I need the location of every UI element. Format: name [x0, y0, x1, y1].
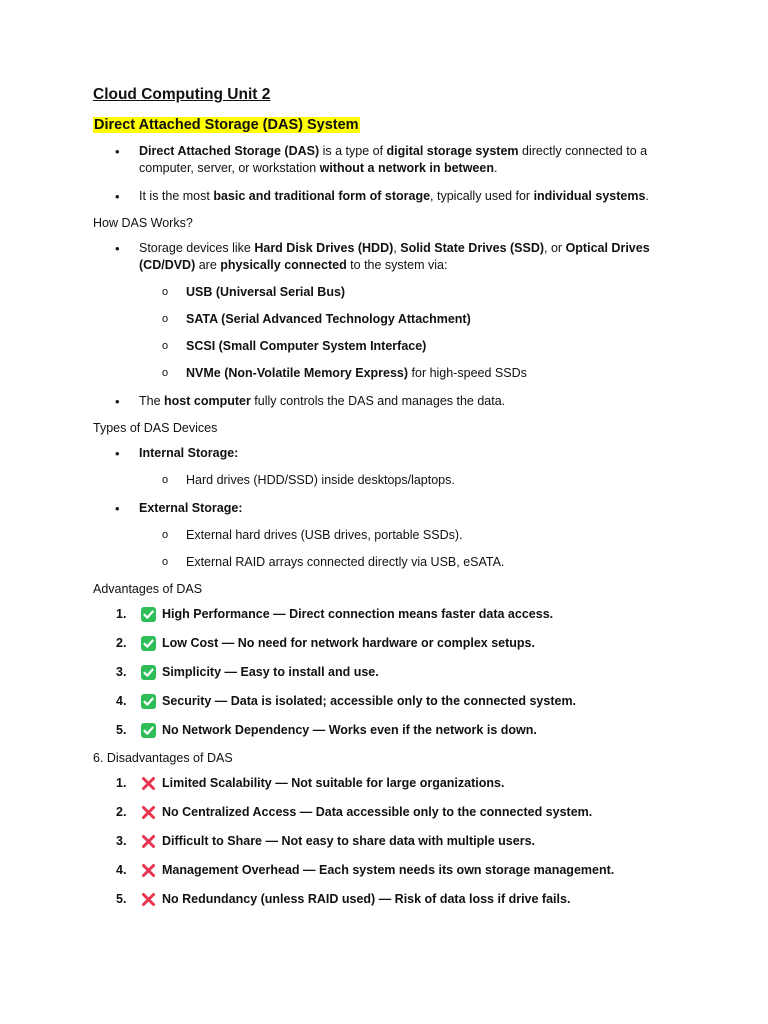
circle-bullet-marker: o — [162, 474, 169, 486]
types-list — [93, 445, 678, 571]
text: The — [139, 394, 165, 408]
sub-list-item — [139, 554, 678, 571]
cross-mark-icon — [141, 834, 156, 849]
item-text: Security — Data is isolated; accessible only to the connected system. — [162, 694, 577, 708]
circle-bullet-marker: o — [162, 367, 169, 379]
text: It is the most — [139, 189, 214, 203]
disadvantage-item — [93, 862, 678, 879]
list-number: 2. — [116, 636, 127, 650]
circle-bullet-marker: o — [162, 556, 169, 568]
sub-list-item — [139, 311, 678, 328]
item-text: No Centralized Access — Data accessible only to the connected system. — [162, 805, 593, 819]
sub-list-item — [139, 284, 678, 301]
bold-text: physically connected — [220, 258, 347, 272]
item-text: High Performance — Direct connection means faster data access. — [162, 607, 554, 621]
text: , or — [544, 241, 566, 255]
list-number: 5. — [116, 723, 127, 737]
bold-text: Solid State Drives (SSD) — [400, 241, 545, 255]
item-text: No Network Dependency — Works even if the network is down. — [162, 723, 537, 737]
advantage-item — [93, 635, 678, 652]
bold-text: basic and traditional form of storage — [213, 189, 431, 203]
disadvantages-heading: 6. Disadvantages of DAS — [93, 751, 233, 765]
bold-text: SATA (Serial Advanced Technology Attachment) — [186, 312, 471, 326]
bold-text: Direct Attached Storage (DAS) — [139, 144, 320, 158]
list-number: 3. — [116, 834, 127, 848]
sub-list-item — [139, 472, 678, 489]
cross-mark-icon — [141, 805, 156, 820]
how-bullet — [93, 393, 678, 410]
types-heading: Types of DAS Devices — [93, 421, 218, 435]
sub-item-text — [186, 366, 527, 380]
circle-bullet-marker: o — [162, 340, 169, 352]
sub-list-item — [139, 338, 678, 355]
bold-text: without a network in between — [319, 161, 494, 175]
list-number: 5. — [116, 892, 127, 906]
text: , — [393, 241, 401, 255]
sub-list-item — [139, 365, 678, 382]
intro-list — [93, 143, 678, 205]
list-number: 2. — [116, 805, 127, 819]
how-bullet-text — [139, 240, 678, 274]
check-mark-icon — [141, 723, 156, 738]
type-sub-list — [139, 527, 678, 571]
how-bullet — [93, 240, 678, 382]
type-sub-list — [139, 472, 678, 489]
sub-item-text: External hard drives (USB drives, portable SSDs). — [186, 528, 463, 542]
circle-bullet-marker: o — [162, 313, 169, 325]
bold-text: NVMe (Non-Volatile Memory Express) — [186, 366, 409, 380]
item-text: Difficult to Share — Not easy to share data with multiple users. — [162, 834, 535, 848]
cross-mark-icon — [141, 892, 156, 907]
disadvantage-item — [93, 775, 678, 792]
section-title: Direct Attached Storage (DAS) System — [94, 117, 359, 133]
item-text: Limited Scalability — Not suitable for large organizations. — [162, 776, 505, 790]
bold-text: SCSI (Small Computer System Interface) — [186, 339, 427, 353]
list-number: 4. — [116, 863, 127, 877]
item-text: Simplicity — Easy to install and use. — [162, 665, 379, 679]
list-number: 3. — [116, 665, 127, 679]
sub-item-text — [186, 339, 426, 353]
text: . — [493, 161, 498, 175]
check-mark-icon — [141, 607, 156, 622]
text: . — [645, 189, 649, 203]
document-title: Cloud Computing Unit 2 — [93, 86, 271, 103]
check-mark-icon — [141, 636, 156, 651]
interface-list — [139, 284, 678, 382]
text: to the system via: — [346, 258, 448, 272]
circle-bullet-marker: o — [162, 286, 169, 298]
advantage-item — [93, 664, 678, 681]
advantage-item — [93, 722, 678, 739]
bold-text: individual systems — [533, 189, 646, 203]
advantage-item — [93, 693, 678, 710]
bold-text: Optical Drives (CD/DVD) — [139, 241, 650, 272]
text: fully controls the DAS and manages the data. — [250, 394, 506, 408]
text: are — [195, 258, 221, 272]
how-heading: How DAS Works? — [93, 216, 193, 230]
text: is a type of — [319, 144, 387, 158]
item-text: Low Cost — No need for network hardware or complex setups. — [162, 636, 535, 650]
item-text: Management Overhead — Each system needs its own storage management. — [162, 863, 615, 877]
item-text: No Redundancy (unless RAID used) — Risk of data loss if drive fails. — [162, 892, 571, 906]
sub-item-text — [186, 312, 471, 326]
bold-text: Hard Disk Drives (HDD) — [254, 241, 394, 255]
advantages-list — [93, 606, 678, 739]
advantages-heading: Advantages of DAS — [93, 582, 203, 596]
section-title-wrap — [93, 116, 678, 143]
list-number: 4. — [116, 694, 127, 708]
bold-text: host computer — [164, 394, 251, 408]
check-mark-icon — [141, 665, 156, 680]
cross-mark-icon — [141, 863, 156, 878]
list-number: 1. — [116, 607, 127, 621]
text: directly connected to a computer, server, or workstation — [139, 144, 648, 175]
check-mark-icon — [141, 694, 156, 709]
circle-bullet-marker: o — [162, 529, 169, 541]
disadvantage-item — [93, 833, 678, 850]
type-label: • External Storage: — [139, 501, 243, 515]
bold-text: digital storage system — [386, 144, 519, 158]
disadvantage-item — [93, 891, 678, 908]
advantage-item — [93, 606, 678, 623]
disadvantage-item — [93, 804, 678, 821]
sub-list-item — [139, 527, 678, 544]
text: , typically used for — [430, 189, 534, 203]
type-label: • Internal Storage: — [139, 446, 239, 460]
sub-item-text: External RAID arrays connected directly via USB, eSATA. — [186, 555, 505, 569]
list-number: 1. — [116, 776, 127, 790]
sub-item-text — [186, 285, 345, 299]
how-list — [93, 240, 678, 410]
intro-bullet — [93, 188, 678, 205]
text: Storage devices like — [139, 241, 255, 255]
intro-bullet — [93, 143, 678, 177]
type-bullet — [93, 445, 678, 489]
type-bullet — [93, 500, 678, 571]
disadvantages-list — [93, 775, 678, 908]
bold-text: USB (Universal Serial Bus) — [186, 285, 346, 299]
cross-mark-icon — [141, 776, 156, 791]
sub-item-text: Hard drives (HDD/SSD) inside desktops/laptops. — [186, 473, 455, 487]
text: for high-speed SSDs — [408, 366, 527, 380]
